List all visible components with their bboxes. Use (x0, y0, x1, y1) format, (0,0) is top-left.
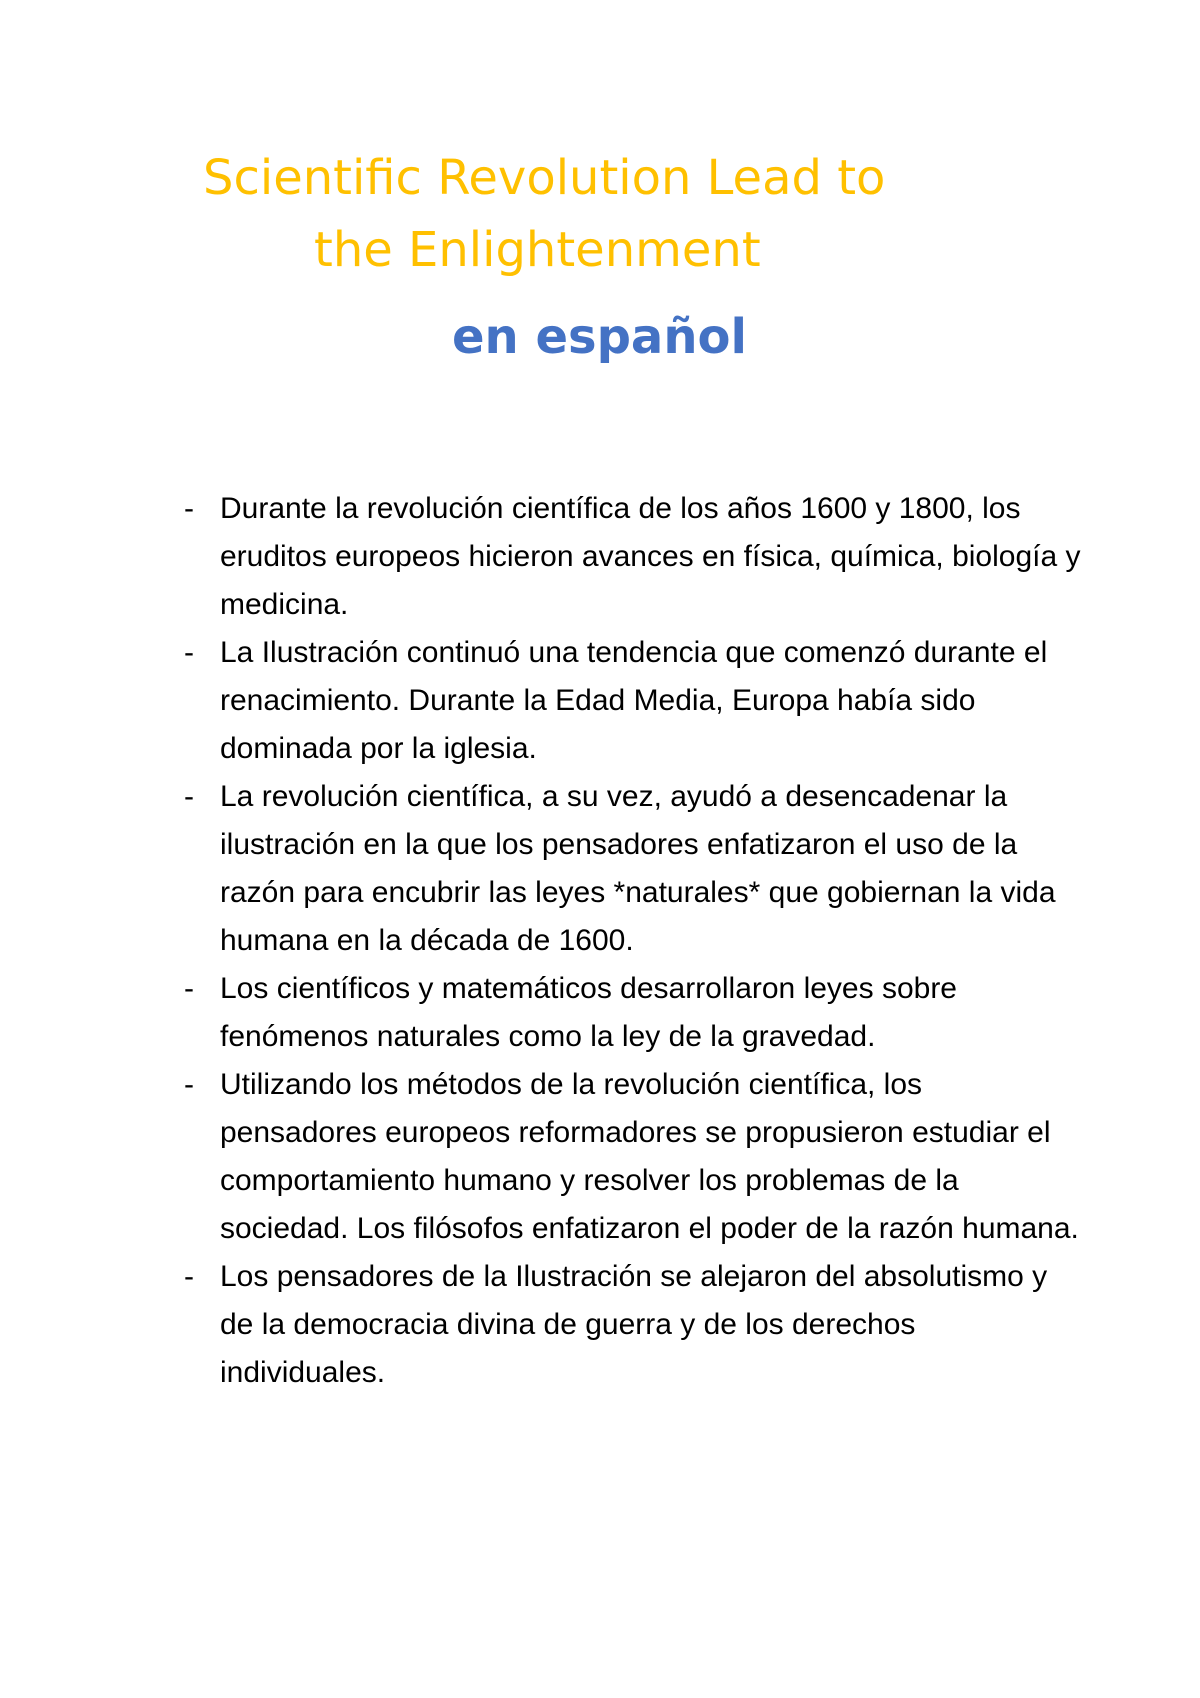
bullet-dash: - (184, 972, 194, 1005)
bullet-item (184, 965, 1084, 1061)
bullet-text: Durante la revolución científica de los años 1600 y 1800, los eruditos europeos hicieron avances en física, química, biología y medicina. (220, 492, 1081, 621)
title-line-2: the Enlightenment (314, 222, 761, 278)
bullet-item (184, 485, 1084, 629)
bullet-dash: - (184, 636, 194, 669)
bullet-text: La revolución científica, a su vez, ayudó a desencadenar la ilustración en la que los pensadores enfatizaron el uso de la razón para encubrir las leyes *naturales* que gobiernan la vida humana en la década de 1600. (220, 780, 1056, 957)
subtitle: en español (452, 309, 747, 365)
bullet-text: La Ilustración continuó una tendencia que comenzó durante el renacimiento. Durante la Edad Media, Europa había sido dominada por la iglesia. (220, 636, 1048, 765)
bullet-dash: - (184, 780, 194, 813)
bullet-list (184, 485, 1084, 1397)
bullet-text: Utilizando los métodos de la revolución científica, los pensadores europeos reformadores se propusieron estudiar el comportamiento humano y resolver los problemas de la sociedad. Los filósofos enfatizaron el poder de la razón humana. (220, 1068, 1079, 1245)
bullet-dash: - (184, 492, 194, 525)
bullet-dash: - (184, 1260, 194, 1293)
bullet-text: Los científicos y matemáticos desarrollaron leyes sobre fenómenos naturales como la ley de la gravedad. (220, 972, 957, 1053)
bullet-text: Los pensadores de la Ilustración se alejaron del absolutismo y de la democracia divina de guerra y de los derechos individuales. (220, 1260, 1048, 1389)
bullet-item (184, 629, 1084, 773)
bullet-item (184, 773, 1084, 965)
bullet-item (184, 1061, 1084, 1253)
bullet-dash: - (184, 1068, 194, 1101)
bullet-item (184, 1253, 1084, 1397)
title-line-1: Scientific Revolution Lead to (203, 150, 886, 206)
